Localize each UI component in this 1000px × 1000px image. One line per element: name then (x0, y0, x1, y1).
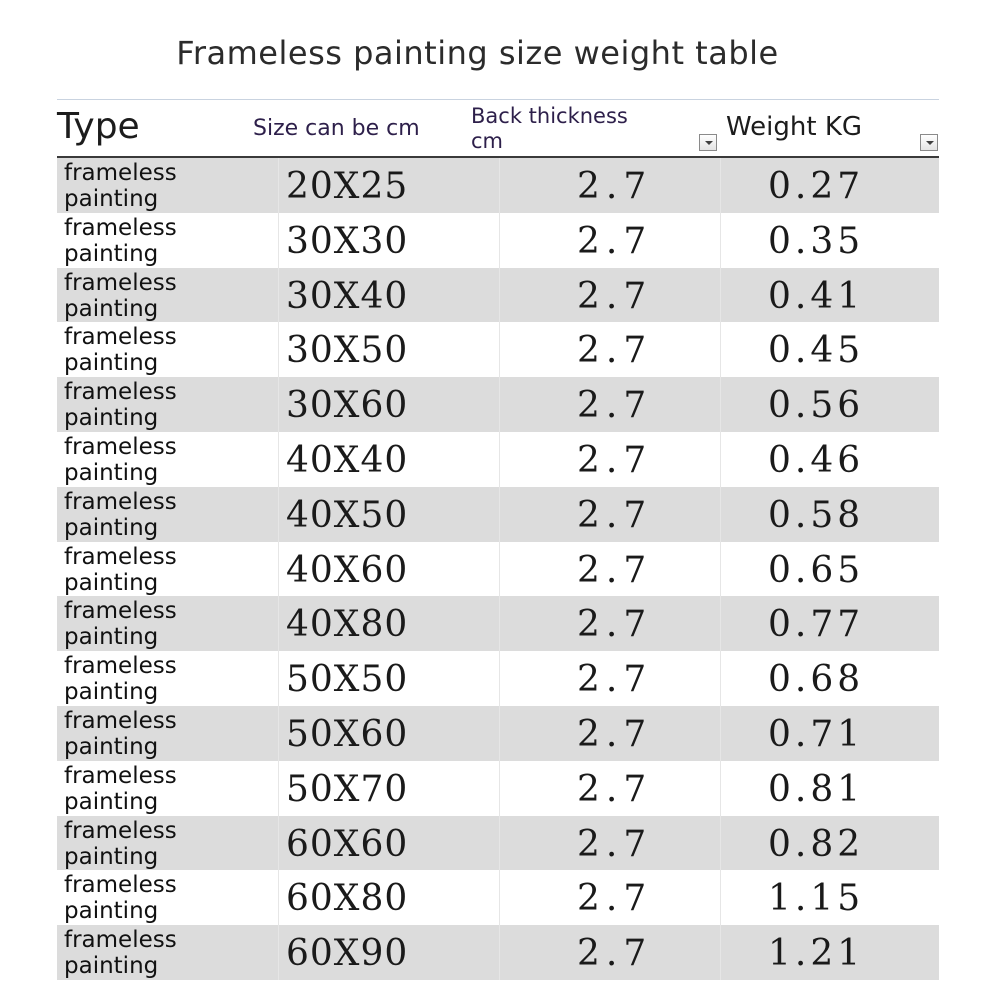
column-divider (720, 158, 721, 213)
column-divider (499, 268, 500, 323)
cell-type-line2: painting (64, 953, 159, 980)
cell-type-line1: frameless (64, 214, 177, 241)
column-divider (278, 925, 279, 980)
cell-type (64, 215, 214, 267)
cell-size: 50X70 (286, 768, 409, 810)
cell-weight: 0.81 (768, 768, 865, 810)
column-divider (720, 268, 721, 323)
cell-size: 60X90 (286, 933, 409, 975)
column-divider (720, 761, 721, 816)
cell-back-thickness: 2.7 (577, 604, 653, 646)
cell-type (64, 872, 214, 924)
column-divider (499, 596, 500, 651)
column-divider (278, 706, 279, 761)
cell-type-line2: painting (64, 843, 159, 870)
column-divider (278, 542, 279, 597)
cell-type-line1: frameless (64, 269, 177, 296)
table-row (57, 322, 939, 377)
cell-weight: 0.77 (768, 604, 865, 646)
column-divider (499, 158, 500, 213)
cell-type-line1: frameless (64, 817, 177, 844)
column-divider (720, 870, 721, 925)
cell-size: 60X60 (286, 823, 409, 865)
column-divider (278, 213, 279, 268)
cell-back-thickness: 2.7 (577, 713, 653, 755)
cell-type-line1: frameless (64, 488, 177, 515)
table-row (57, 377, 939, 432)
column-divider (499, 816, 500, 871)
column-divider (720, 542, 721, 597)
column-divider (278, 322, 279, 377)
cell-size: 30X30 (286, 220, 409, 262)
table-row (57, 925, 939, 980)
cell-back-thickness: 2.7 (577, 549, 653, 591)
cell-size: 60X80 (286, 878, 409, 920)
cell-type (64, 818, 214, 870)
cell-size: 20X25 (286, 166, 409, 207)
column-divider (720, 432, 721, 487)
column-divider (720, 213, 721, 268)
table-row (57, 542, 939, 597)
cell-type (64, 324, 214, 376)
cell-weight: 0.82 (768, 823, 865, 865)
column-divider (720, 596, 721, 651)
column-divider (499, 925, 500, 980)
cell-size: 30X60 (286, 385, 409, 427)
cell-type (64, 544, 214, 596)
cell-back-thickness: 2.7 (577, 878, 653, 920)
cell-type-line1: frameless (64, 379, 177, 406)
column-divider (499, 706, 500, 761)
cell-back-thickness: 2.7 (577, 385, 653, 427)
cell-type (64, 434, 214, 486)
table-row (57, 706, 939, 761)
header-weight: Weight KG (726, 112, 863, 142)
cell-weight: 0.41 (768, 275, 865, 317)
header-back-thickness (471, 104, 661, 154)
column-divider (499, 377, 500, 432)
table-row (57, 816, 939, 871)
column-divider (278, 651, 279, 706)
cell-weight: 0.56 (768, 385, 865, 427)
cell-size: 50X50 (286, 659, 409, 701)
table-row (57, 268, 939, 323)
cell-type-line2: painting (64, 898, 159, 925)
column-divider (278, 596, 279, 651)
cell-weight: 1.15 (768, 878, 865, 920)
cell-size: 30X40 (286, 275, 409, 317)
cell-back-thickness: 2.7 (577, 330, 653, 372)
column-divider (278, 268, 279, 323)
cell-type-line2: painting (64, 788, 159, 815)
cell-weight: 0.71 (768, 713, 865, 755)
table-row (57, 213, 939, 268)
cell-type-line1: frameless (64, 653, 177, 680)
cell-type-line2: painting (64, 733, 159, 760)
cell-type (64, 270, 214, 322)
column-divider (720, 925, 721, 980)
cell-type (64, 653, 214, 705)
cell-type-line2: painting (64, 459, 159, 486)
header-type: Type (57, 106, 140, 147)
filter-dropdown-back-thickness[interactable] (699, 134, 717, 151)
table-row (57, 158, 939, 213)
cell-back-thickness: 2.7 (577, 823, 653, 865)
table-body (57, 158, 939, 980)
cell-type (64, 927, 214, 979)
cell-type-line1: frameless (64, 433, 177, 460)
cell-type-line2: painting (64, 624, 159, 651)
cell-back-thickness: 2.7 (577, 439, 653, 481)
cell-size: 50X60 (286, 713, 409, 755)
cell-weight: 0.65 (768, 549, 865, 591)
column-divider (499, 542, 500, 597)
column-divider (499, 432, 500, 487)
cell-back-thickness: 2.7 (577, 220, 653, 262)
cell-weight: 0.27 (768, 166, 865, 207)
cell-back-thickness: 2.7 (577, 768, 653, 810)
column-divider (499, 870, 500, 925)
column-divider (499, 213, 500, 268)
cell-back-thickness: 2.7 (577, 659, 653, 701)
cell-back-thickness: 2.7 (577, 494, 653, 536)
cell-type-line1: frameless (64, 324, 177, 351)
cell-type (64, 160, 214, 212)
cell-size: 40X60 (286, 549, 409, 591)
cell-type-line1: frameless (64, 762, 177, 789)
column-divider (278, 761, 279, 816)
header-back-thickness-line2: cm (471, 129, 504, 153)
cell-back-thickness: 2.7 (577, 933, 653, 975)
cell-type-line2: painting (64, 569, 159, 596)
column-divider (499, 487, 500, 542)
column-divider (499, 761, 500, 816)
cell-weight: 1.21 (768, 933, 865, 975)
cell-size: 40X50 (286, 494, 409, 536)
cell-type-line1: frameless (64, 872, 177, 899)
table-row (57, 596, 939, 651)
cell-type-line2: painting (64, 240, 159, 267)
column-divider (278, 870, 279, 925)
table-row (57, 870, 939, 925)
cell-type-line1: frameless (64, 707, 177, 734)
cell-type-line2: painting (64, 679, 159, 706)
cell-type-line1: frameless (64, 927, 177, 954)
column-divider (499, 322, 500, 377)
cell-size: 30X50 (286, 330, 409, 372)
cell-weight: 0.68 (768, 659, 865, 701)
column-divider (278, 487, 279, 542)
cell-type-line2: painting (64, 405, 159, 432)
cell-weight: 0.58 (768, 494, 865, 536)
page-title: Frameless painting size weight table (176, 34, 779, 72)
cell-type-line1: frameless (64, 160, 177, 186)
table-row (57, 487, 939, 542)
table-row (57, 432, 939, 487)
cell-weight: 0.35 (768, 220, 865, 262)
cell-type-line1: frameless (64, 543, 177, 570)
column-divider (278, 432, 279, 487)
size-weight-table (57, 99, 939, 980)
column-divider (278, 377, 279, 432)
filter-dropdown-weight[interactable] (920, 134, 938, 151)
header-size: Size can be cm (253, 116, 420, 141)
table-header (57, 99, 939, 158)
cell-type-line2: painting (64, 350, 159, 377)
cell-type (64, 708, 214, 760)
cell-type (64, 598, 214, 650)
header-back-thickness-line1: Back thickness (471, 104, 628, 128)
column-divider (720, 322, 721, 377)
column-divider (499, 651, 500, 706)
cell-type-line1: frameless (64, 598, 177, 625)
table-row (57, 761, 939, 816)
cell-type-line2: painting (64, 295, 159, 322)
cell-back-thickness: 2.7 (577, 166, 653, 207)
cell-type-line2: painting (64, 514, 159, 541)
cell-size: 40X40 (286, 439, 409, 481)
column-divider (720, 706, 721, 761)
column-divider (720, 377, 721, 432)
cell-type (64, 489, 214, 541)
cell-size: 40X80 (286, 604, 409, 646)
cell-weight: 0.46 (768, 439, 865, 481)
column-divider (720, 651, 721, 706)
cell-type-line2: painting (64, 186, 159, 212)
cell-weight: 0.45 (768, 330, 865, 372)
cell-back-thickness: 2.7 (577, 275, 653, 317)
column-divider (720, 487, 721, 542)
cell-type (64, 763, 214, 815)
table-row (57, 651, 939, 706)
column-divider (720, 816, 721, 871)
column-divider (278, 816, 279, 871)
column-divider (278, 158, 279, 213)
cell-type (64, 379, 214, 431)
